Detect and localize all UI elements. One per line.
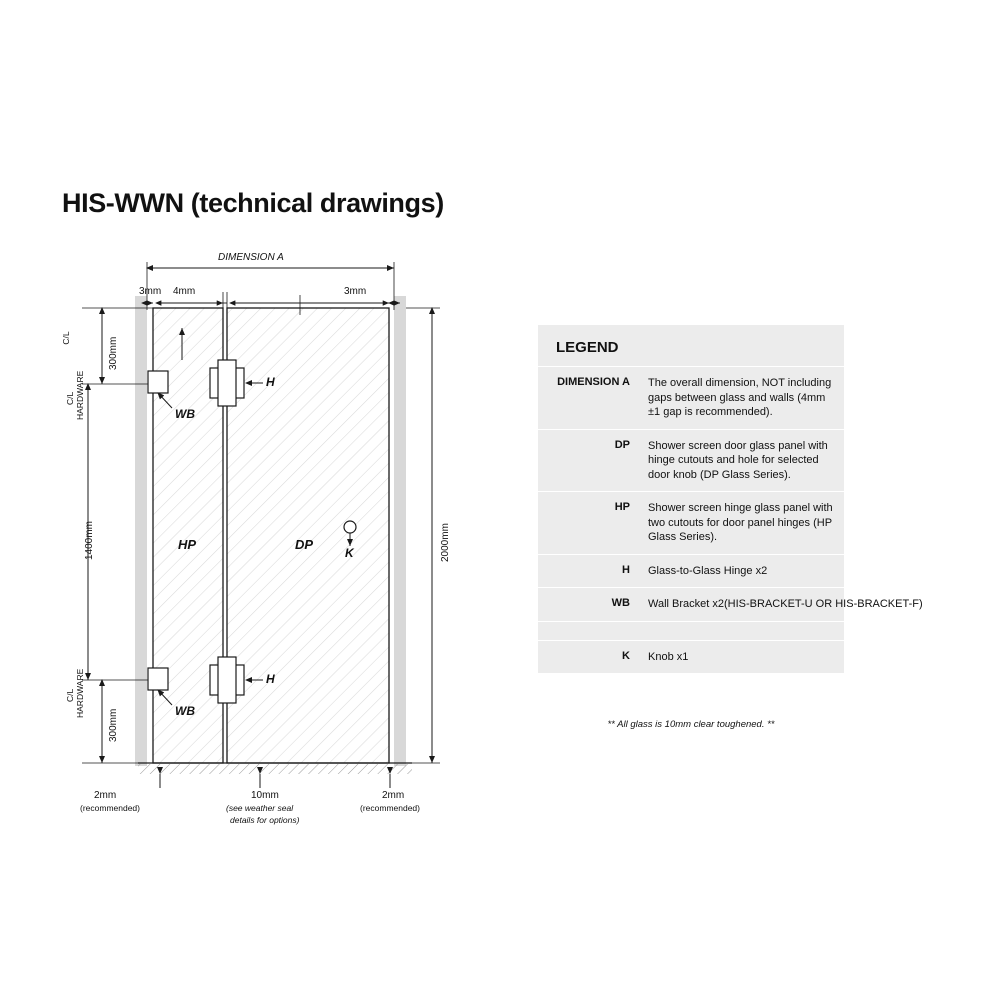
panel-hp-label: HP (178, 537, 197, 552)
wall-bracket-top (148, 371, 168, 393)
bottom-mid-value: 10mm (251, 790, 279, 801)
legend-desc: Shower screen hinge glass panel with two cutouts for door panel hinges (HP Glass Series). (648, 502, 833, 544)
legend-footnote: ** All glass is 10mm clear toughened. ** (538, 705, 844, 734)
cl-hardware-top-label: C/L (61, 331, 71, 345)
bottom-left-note: (recommended) (80, 803, 140, 813)
legend-key: K (622, 649, 630, 662)
wall-bracket-bottom (148, 668, 168, 690)
cl-hardware-top-text2: HARDWARE (75, 370, 85, 420)
legend-row (538, 555, 844, 589)
legend-desc: Knob x1 (648, 650, 689, 663)
bottom-mid-note-2: details for options) (230, 815, 300, 825)
dimension-a-label: DIMENSION A (218, 252, 284, 263)
floor-hatch (138, 764, 412, 774)
hinge-top-label: H (266, 375, 275, 389)
knob-label: K (345, 546, 354, 560)
wall-right (394, 296, 406, 766)
wall-left (135, 296, 147, 766)
legend-key (538, 622, 638, 640)
height-300-top-label: 300mm (108, 336, 119, 370)
height-1400-label: 1400mm (84, 521, 95, 560)
legend-key: H (622, 563, 630, 576)
legend-key: WB (611, 597, 630, 610)
legend-key: HP (614, 501, 630, 514)
legend-row-spacer (538, 622, 844, 641)
panel-dp-label: DP (295, 537, 314, 552)
wall-bracket-top-label: WB (175, 407, 195, 421)
legend-row (538, 588, 923, 622)
bottom-right-value: 2mm (382, 790, 405, 801)
gap-left-label: 3mm (139, 286, 162, 297)
legend-desc (638, 622, 844, 640)
gap-mid-label: 4mm (173, 286, 196, 297)
legend-title: LEGEND (538, 325, 844, 367)
gap-right-label: 3mm (344, 286, 367, 297)
legend-row (538, 367, 844, 430)
legend-desc: Glass-to-Glass Hinge x2 (648, 564, 768, 577)
cl-hardware-bottom-text2: HARDWARE (75, 668, 85, 718)
legend-desc: The overall dimension, NOT including gaps between glass and walls (4mm ±1 gap is recommended). (648, 377, 832, 419)
cl-hardware-top-text: C/L (65, 391, 75, 405)
bottom-mid-note-1: (see weather seal (226, 803, 294, 813)
height-300-bottom-label: 300mm (108, 708, 119, 742)
bottom-right-note: (recommended) (360, 803, 420, 813)
height-2000-label: 2000mm (440, 523, 451, 562)
cl-hardware-bottom-text: C/L (65, 688, 75, 702)
legend-row (538, 430, 844, 493)
shower-screen-drawing-svg (60, 240, 480, 840)
legend-key: DIMENSION A (557, 376, 630, 388)
hinge-bottom-label: H (266, 672, 275, 686)
glass-panel-dp (227, 308, 389, 763)
legend-row (538, 492, 844, 555)
wall-bracket-bottom-label: WB (175, 704, 195, 718)
legend-key: DP (614, 438, 630, 451)
legend-panel (538, 325, 923, 673)
bottom-left-value: 2mm (94, 790, 117, 801)
knob-hole (344, 521, 356, 533)
technical-drawing (60, 240, 480, 840)
legend-desc: Shower screen door glass panel with hinge cutouts and hole for selected door knob (DP Glass Series). (648, 439, 828, 481)
legend-desc: Wall Bracket x2(HIS-BRACKET-U OR HIS-BRACKET-F) (648, 598, 923, 611)
page-title: HIS-WWN (technical drawings) (62, 188, 444, 218)
legend-row (538, 641, 844, 674)
